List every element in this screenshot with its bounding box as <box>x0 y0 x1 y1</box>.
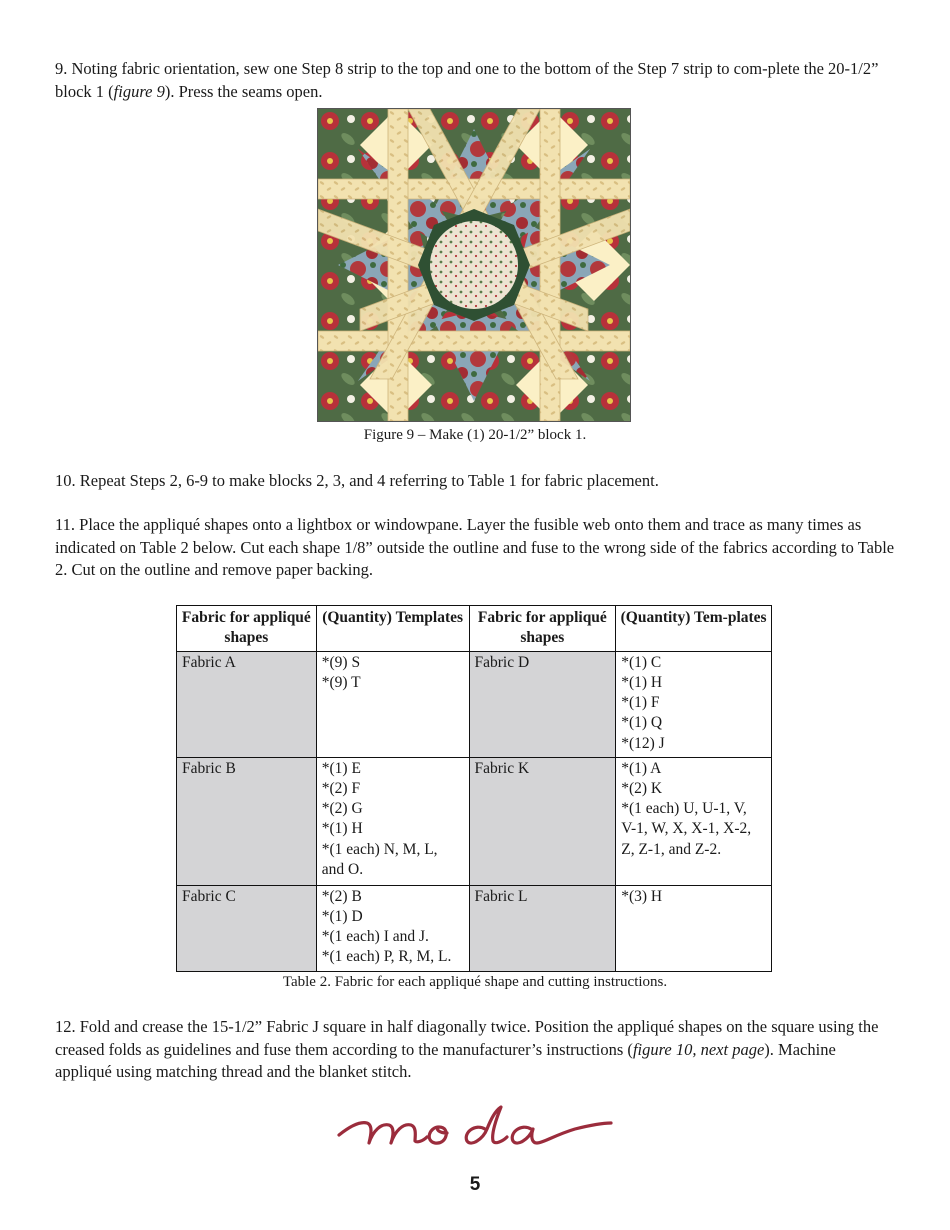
template-entry: *(1 each) N, M, L, <box>321 840 438 858</box>
template-entry: *(1) F <box>621 694 660 712</box>
header-templates-left: (Quantity) Templates <box>316 606 469 652</box>
templates-cell <box>316 651 469 757</box>
template-entry: *(1) E <box>321 759 361 777</box>
template-entry: *(1 each) I and J. <box>321 928 429 946</box>
templates-cell <box>316 885 469 971</box>
step-12-text-end: ). Machine appliqué using matching thread and the blanket stitch. <box>55 1039 836 1081</box>
template-entry: *(2) G <box>321 800 363 818</box>
step-12-text: 12. Fold and crease the 15-1/2” Fabric J square in half diagonally twice. Position the appliqué shapes on the square using the creased folds as guidelines and fuse them according to the manufacturer’s instructions ( <box>55 1017 879 1059</box>
fabric-applique-table <box>176 605 772 972</box>
step-9-paragraph <box>55 58 895 103</box>
templates-cell <box>616 651 772 757</box>
page-number: 5 <box>469 1174 481 1195</box>
table-2-caption: Table 2. Fabric for each appliqué shape and cutting instructions. <box>282 974 668 990</box>
table-row <box>177 651 772 757</box>
header-fabric-right: Fabric for appliqué shapes <box>469 606 616 652</box>
template-entry: *(2) F <box>321 779 361 797</box>
templates-cell <box>616 885 772 971</box>
templates-cell <box>316 757 469 885</box>
figure-9-reference: figure 9 <box>113 81 165 101</box>
template-entry: *(2) B <box>321 887 362 905</box>
template-entry: *(1 each) P, R, M, L. <box>321 948 452 966</box>
quilt-block-illustration <box>318 109 630 421</box>
template-entry: *(1) D <box>321 907 363 925</box>
fabric-cell: Fabric C <box>177 885 317 971</box>
header-templates-right: (Quantity) Tem-plates <box>616 606 772 652</box>
template-entry: *(1) Q <box>621 714 663 732</box>
template-entry: *(9) T <box>321 673 361 691</box>
step-9-text-end: ). Press the seams open. <box>164 81 323 101</box>
fabric-cell: Fabric A <box>177 651 317 757</box>
step-11-paragraph: 11. Place the appliqué shapes onto a lightbox or windowpane. Layer the fusible web onto them and trace as many times as indicated on Table 2 below. Cut each shape 1/8” outside the outline and fuse to the wrong side of the fabrics according to Table 2. Cut on the outline and remove paper backing. <box>55 515 895 579</box>
moda-logo <box>335 1105 615 1155</box>
step-9-text: 9. Noting fabric orientation, sew one Step 8 strip to the top and one to the bottom of the Step 7 strip to com-plete the 20-1/2” block 1 ( <box>55 59 879 101</box>
template-entry: Z, Z-1, and Z-2. <box>621 840 722 858</box>
fabric-cell: Fabric K <box>469 757 616 885</box>
template-entry: *(9) S <box>321 653 361 671</box>
fabric-cell: Fabric D <box>469 651 616 757</box>
figure-9-caption: Figure 9 – Make (1) 20-1/2” block 1. <box>363 427 587 443</box>
templates-cell <box>616 757 772 885</box>
figure-10-reference: figure 10, next page <box>632 1039 765 1059</box>
template-entry: V-1, W, X, X-1, X-2, <box>621 820 752 838</box>
table-row <box>177 885 772 971</box>
step-10-paragraph: 10. Repeat Steps 2, 6-9 to make blocks 2, 3, and 4 referring to Table 1 for fabric placement. <box>55 471 659 490</box>
template-entry: *(1) H <box>321 820 363 838</box>
table-header-row <box>177 606 772 652</box>
center-circle <box>430 221 518 309</box>
table-row <box>177 757 772 885</box>
header-fabric-left: Fabric for appliqué shapes <box>177 606 317 652</box>
template-entry: *(1) A <box>621 759 662 777</box>
template-entry: *(1 each) U, U-1, V, <box>621 800 747 818</box>
fabric-cell: Fabric L <box>469 885 616 971</box>
template-entry: *(1) H <box>621 673 663 691</box>
template-entry: *(2) K <box>621 779 663 797</box>
template-entry: and O. <box>321 861 364 879</box>
template-entry: *(3) H <box>621 887 663 905</box>
template-entry: *(1) C <box>621 653 662 671</box>
template-entry: *(12) J <box>621 734 665 752</box>
figure-9-quilt-block <box>317 108 631 422</box>
fabric-cell: Fabric B <box>177 757 317 885</box>
step-12-paragraph <box>55 1016 895 1084</box>
